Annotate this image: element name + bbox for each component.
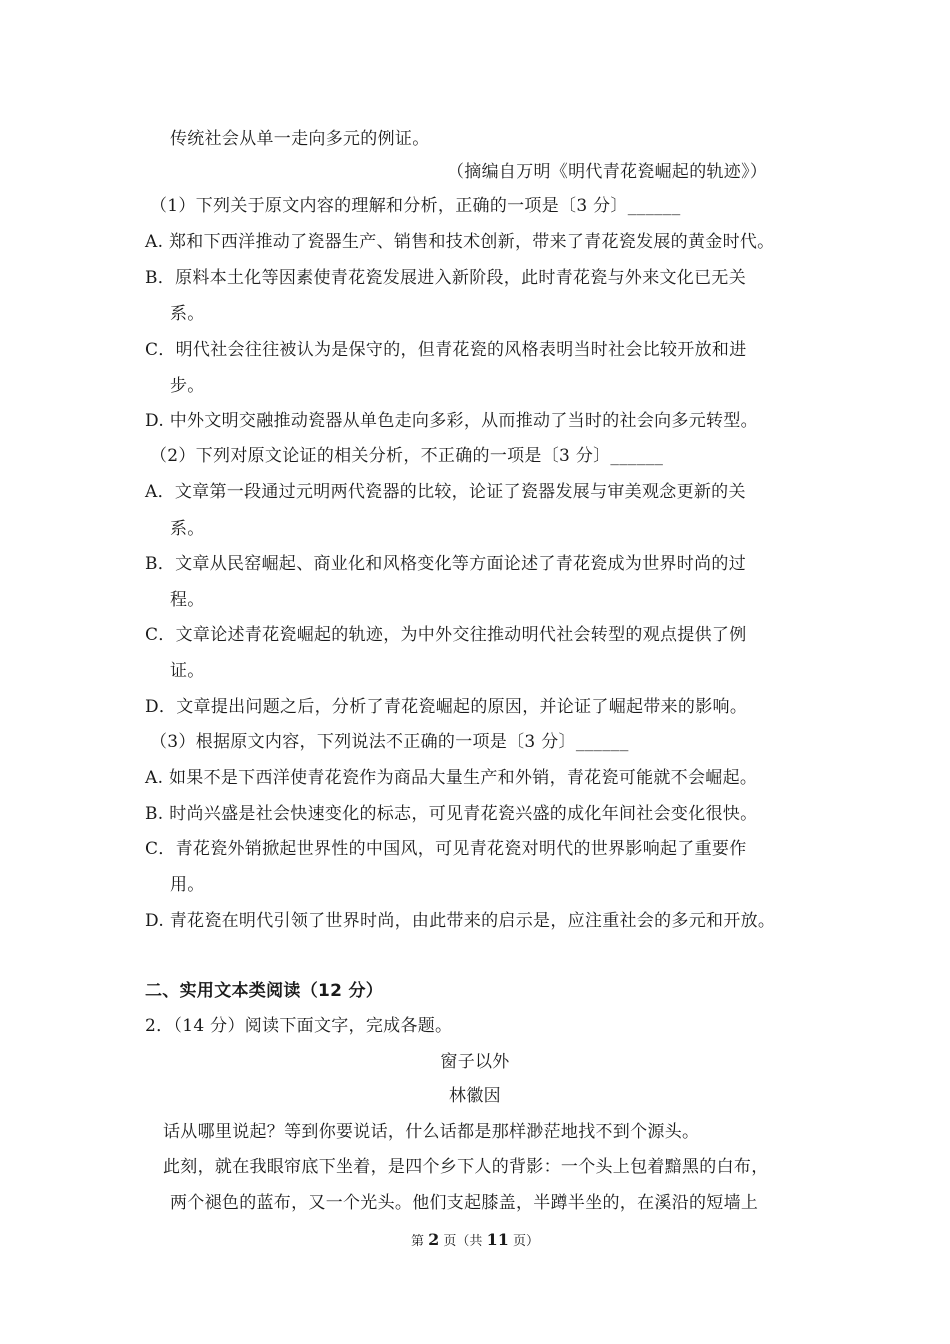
q3-option-c-line2: 用。 <box>170 875 205 895</box>
q2-stem: （2）下列对原文论证的相关分析，不正确的一项是〔3 分〕______ <box>150 446 664 466</box>
q2-option-c-line2: 证。 <box>170 661 205 681</box>
section-heading: 二、实用文本类阅读（12 分） <box>145 981 384 1001</box>
article-author: 林徽因 <box>449 1086 501 1106</box>
q2-option-b-line1: B．文章从民窑崛起、商业化和风格变化等方面论述了青花瓷成为世界时尚的过 <box>145 554 746 574</box>
article-paragraph-2-line1: 此刻，就在我眼帘底下坐着，是四个乡下人的背影：一个头上包着黯黑的白布， <box>163 1157 769 1177</box>
q3-option-c-line1: C．青花瓷外销掀起世界性的中国风，可见青花瓷对明代的世界影响起了重要作 <box>145 839 747 859</box>
article-title: 窗子以外 <box>440 1052 510 1072</box>
q2-option-d: D．文章提出问题之后，分析了青花瓷崛起的原因，并论证了崛起带来的影响。 <box>145 697 748 717</box>
q3-stem: （3）根据原文内容，下列说法不正确的一项是〔3 分〕______ <box>150 732 629 752</box>
q1-option-c-line1: C．明代社会往往被认为是保守的，但青花瓷的风格表明当时社会比较开放和进 <box>145 340 747 360</box>
q1-option-b-line1: B．原料本土化等因素使青花瓷发展进入新阶段，此时青花瓷与外来文化已无关 <box>145 268 746 288</box>
q2-option-a-line1: A．文章第一段通过元明两代瓷器的比较，论证了瓷器发展与审美观念更新的关 <box>145 482 746 502</box>
q1-option-b-line2: 系。 <box>170 304 205 324</box>
page-number: 2 <box>428 1230 440 1249</box>
passage-tail: 传统社会从单一走向多元的例证。 <box>170 129 430 149</box>
citation: （摘编自万明《明代青花瓷崛起的轨迹》） <box>447 162 768 182</box>
q1-option-d: D. 中外文明交融推动瓷器从单色走向多彩，从而推动了当时的社会向多元转型。 <box>145 411 758 431</box>
q2-option-b-line2: 程。 <box>170 590 205 610</box>
q2-option-c-line1: C．文章论述青花瓷崛起的轨迹，为中外交往推动明代社会转型的观点提供了例 <box>145 625 747 645</box>
q3-option-a: A. 如果不是下西洋使青花瓷作为商品大量生产和外销，青花瓷可能就不会崛起。 <box>145 768 758 788</box>
q3-option-d: D. 青花瓷在明代引领了世界时尚，由此带来的启示是，应注重社会的多元和开放。 <box>145 911 776 931</box>
question-2-intro: 2．（14 分）阅读下面文字，完成各题。 <box>145 1016 453 1036</box>
page-total: 11 <box>486 1230 509 1249</box>
q3-option-b: B. 时尚兴盛是社会快速变化的标志，可见青花瓷兴盛的成化年间社会变化很快。 <box>145 804 758 824</box>
page-footer: 第 2 页（共 11 页） <box>410 1230 539 1249</box>
q1-option-a: A. 郑和下西洋推动了瓷器生产、销售和技术创新，带来了青花瓷发展的黄金时代。 <box>145 232 775 252</box>
q1-stem: （1）下列关于原文内容的理解和分析，正确的一项是〔3 分〕______ <box>150 196 681 216</box>
q2-option-a-line2: 系。 <box>170 519 205 539</box>
article-paragraph-1: 话从哪里说起？等到你要说话，什么话都是那样渺茫地找不到个源头。 <box>163 1122 700 1142</box>
article-paragraph-2-line2: 两个褪色的蓝布，又一个光头。他们支起膝盖，半蹲半坐的，在溪沿的短墙上 <box>170 1193 759 1213</box>
q1-option-c-line2: 步。 <box>170 376 205 396</box>
